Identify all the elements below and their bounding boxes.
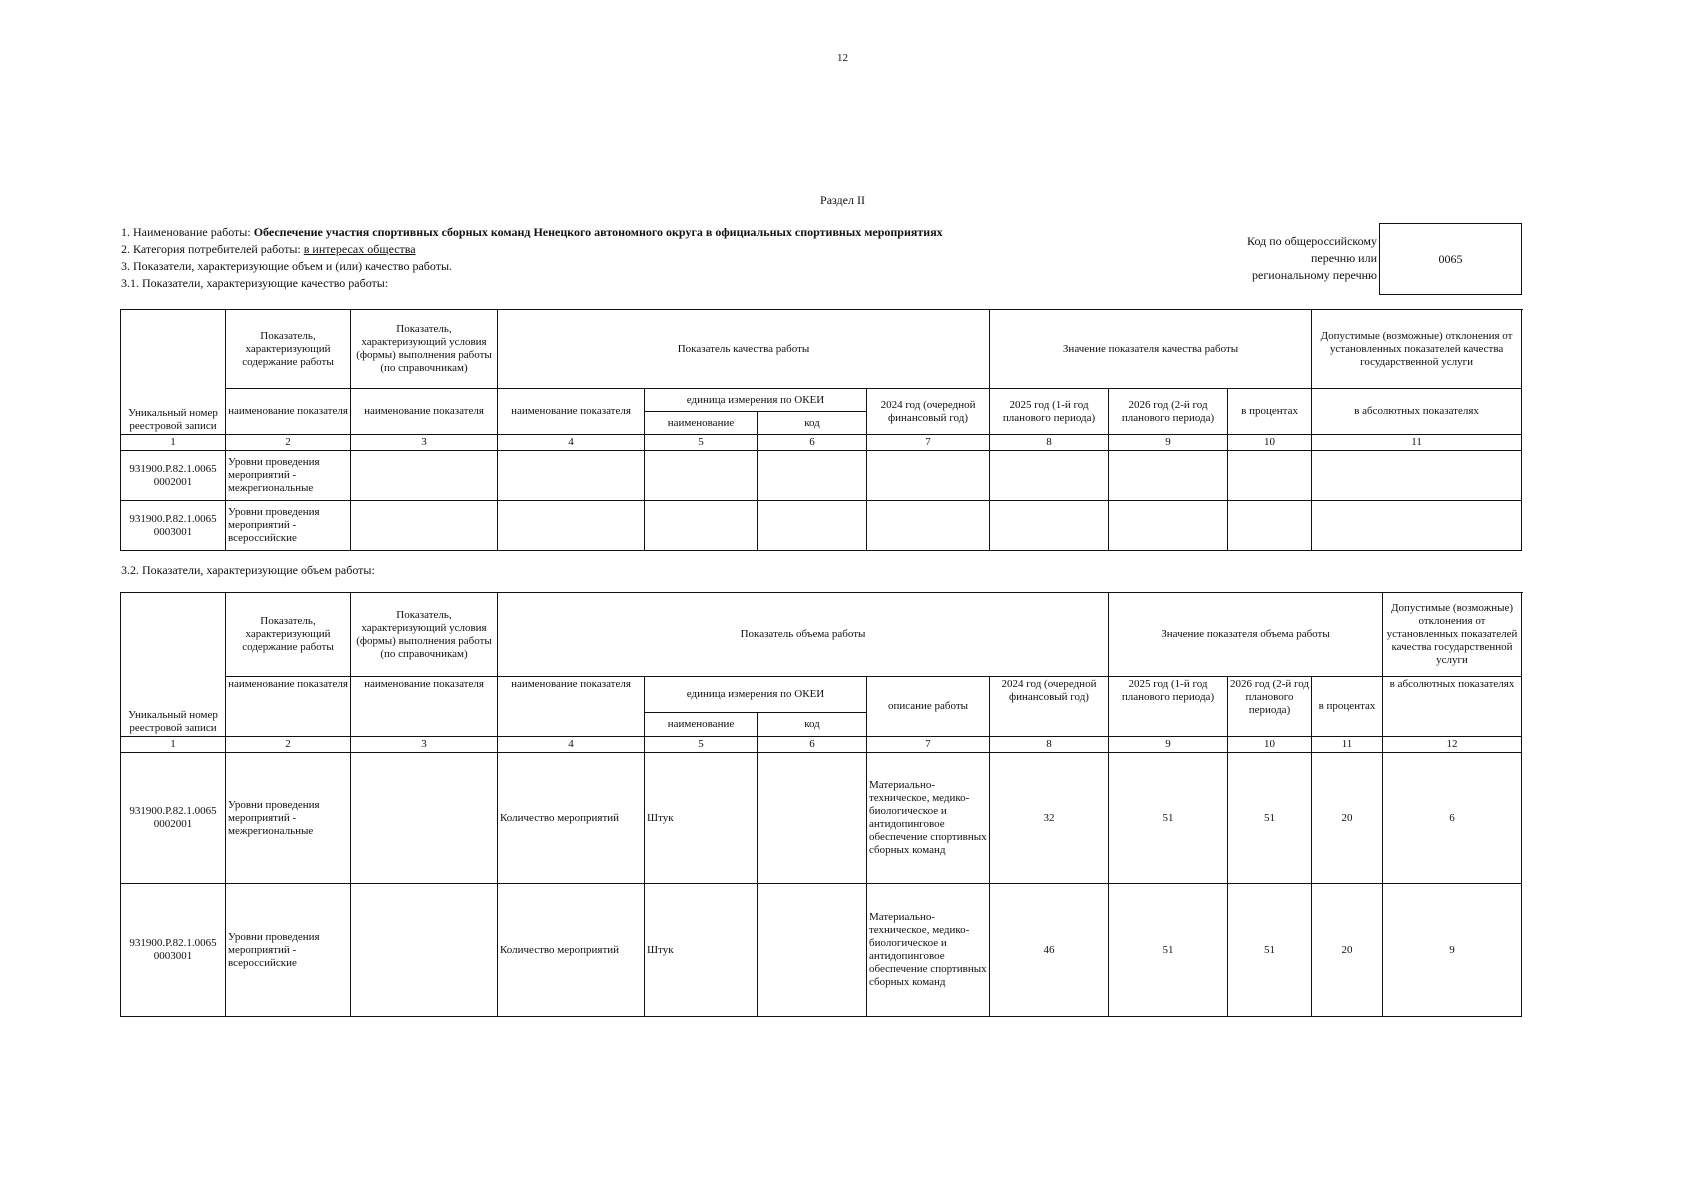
indicator-name-value: Количество мероприятий xyxy=(498,884,645,1017)
value-2024: 46 xyxy=(990,884,1109,1017)
header-quality-indicator: Показатель качества работы xyxy=(498,310,990,389)
header-year-2025: 2025 год (1-й год планового периода) xyxy=(990,389,1109,435)
header-content-indicator: Показатель, характеризующий содержание работы xyxy=(226,593,351,677)
consumer-category-value: в интересах общества xyxy=(303,242,416,256)
header-unit-okei: единица измерения по ОКЕИ xyxy=(645,389,867,412)
registry-number: 931900.Р.82.1.0065 0003001 xyxy=(121,884,226,1017)
header-percent: в процентах xyxy=(1228,389,1312,435)
column-numbers-row xyxy=(121,737,1522,753)
consumer-category-line xyxy=(121,241,1221,258)
registry-code-value: 0065 xyxy=(1438,251,1463,266)
value-2024: 32 xyxy=(990,753,1109,884)
column-number: 2 xyxy=(226,737,351,753)
column-number: 3 xyxy=(351,737,498,753)
registry-number: 931900.Р.82.1.0065 0002001 xyxy=(121,451,226,501)
value-2026: 51 xyxy=(1228,753,1312,884)
column-number: 10 xyxy=(1228,435,1312,451)
column-number: 9 xyxy=(1109,737,1228,753)
column-number: 4 xyxy=(498,435,645,451)
work-description-value: Материально-техническое, медико-биологическое и антидопинговое обеспечение спортивных сборных команд xyxy=(867,753,990,884)
header-work-description: описание работы xyxy=(867,677,990,737)
quality-indicators-heading: 3.1. Показатели, характеризующие качество работы: xyxy=(121,276,389,290)
header-indicator-name: наименование показателя xyxy=(351,389,498,435)
header-percent: в процентах xyxy=(1312,677,1383,737)
value-2026: 51 xyxy=(1228,884,1312,1017)
header-year-2024: 2024 год (очередной финансовый год) xyxy=(990,677,1109,737)
page-number: 12 xyxy=(837,52,848,64)
quality-table xyxy=(120,309,1522,551)
deviation-percent: 20 xyxy=(1312,753,1383,884)
header-deviation: Допустимые (возможные) отклонения от установленных показателей качества государственной услуги xyxy=(1383,593,1522,677)
header-quality-value: Значение показателя качества работы xyxy=(990,310,1312,389)
header-indicator-name: наименование показателя xyxy=(498,677,645,737)
volume-indicators-heading: 3.2. Показатели, характеризующие объем работы: xyxy=(121,563,375,577)
header-content-indicator: Показатель, характеризующий содержание работы xyxy=(226,310,351,389)
deviation-percent: 20 xyxy=(1312,884,1383,1017)
header-year-2026: 2026 год (2-й год планового периода) xyxy=(1109,389,1228,435)
registry-code-label: Код по общероссийскому перечню или региональному перечню xyxy=(1247,234,1377,282)
header-conditions-indicator: Показатель, характеризующий условия (формы) выполнения работы (по справочникам) xyxy=(351,593,498,677)
header-volume-value: Значение показателя объема работы xyxy=(1109,593,1383,677)
column-number: 7 xyxy=(867,435,990,451)
unit-name-value: Штук xyxy=(645,884,758,1017)
column-numbers-row xyxy=(121,435,1522,451)
content-value: Уровни проведения мероприятий - межрегиональные xyxy=(226,753,351,884)
header-year-2024: 2024 год (очередной финансовый год) xyxy=(867,389,990,435)
header-unit-okei: единица измерения по ОКЕИ xyxy=(645,677,867,713)
header-indicator-name: наименование показателя xyxy=(351,677,498,737)
column-number: 3 xyxy=(351,435,498,451)
header-unit-name: наименование xyxy=(645,713,758,737)
work-name-value: Обеспечение участия спортивных сборных команд Ненецкого автономного округа в официальных спортивных мероприятиях xyxy=(253,225,943,239)
content-value: Уровни проведения мероприятий - всероссийские xyxy=(226,884,351,1017)
deviation-absolute: 9 xyxy=(1383,884,1522,1017)
column-number: 1 xyxy=(121,737,226,753)
column-number: 5 xyxy=(645,737,758,753)
header-volume-indicator: Показатель объема работы xyxy=(498,593,1109,677)
registry-code-box xyxy=(1379,223,1522,295)
column-number: 7 xyxy=(867,737,990,753)
header-unit-name: наименование xyxy=(645,412,758,435)
column-number: 4 xyxy=(498,737,645,753)
header-unique-number: Уникальный номер реестровой записи xyxy=(121,593,226,737)
content-value: Уровни проведения мероприятий - всероссийские xyxy=(226,501,351,551)
indicators-heading: 3. Показатели, характеризующие объем и (или) качество работы. xyxy=(121,259,453,273)
header-unit-code: код xyxy=(758,713,867,737)
header-indicator-name: наименование показателя xyxy=(226,677,351,737)
column-number: 9 xyxy=(1109,435,1228,451)
column-number: 11 xyxy=(1312,435,1522,451)
value-2025: 51 xyxy=(1109,753,1228,884)
value-2025: 51 xyxy=(1109,884,1228,1017)
column-number: 11 xyxy=(1312,737,1383,753)
header-unit-code: код xyxy=(758,412,867,435)
content-value: Уровни проведения мероприятий - межрегиональные xyxy=(226,451,351,501)
column-number: 6 xyxy=(758,435,867,451)
header-year-2025: 2025 год (1-й год планового периода) xyxy=(1109,677,1228,737)
table-row xyxy=(121,451,1522,501)
table-row xyxy=(121,501,1522,551)
column-number: 8 xyxy=(990,737,1109,753)
header-indicator-name: наименование показателя xyxy=(498,389,645,435)
deviation-absolute: 6 xyxy=(1383,753,1522,884)
header-indicator-name: наименование показателя xyxy=(226,389,351,435)
column-number: 12 xyxy=(1383,737,1522,753)
unit-name-value: Штук xyxy=(645,753,758,884)
column-number: 5 xyxy=(645,435,758,451)
column-number: 8 xyxy=(990,435,1109,451)
work-intro xyxy=(121,224,1221,292)
header-year-2026: 2026 год (2-й год планового периода) xyxy=(1228,677,1312,737)
registry-number: 931900.Р.82.1.0065 0002001 xyxy=(121,753,226,884)
section-title: Раздел II xyxy=(820,193,865,207)
volume-table xyxy=(120,592,1522,1017)
table-row xyxy=(121,884,1522,1017)
table-row xyxy=(121,753,1522,884)
indicator-name-value: Количество мероприятий xyxy=(498,753,645,884)
work-description-value: Материально-техническое, медико-биологическое и антидопинговое обеспечение спортивных сборных команд xyxy=(867,884,990,1017)
header-deviation: Допустимые (возможные) отклонения от установленных показателей качества государственной услуги xyxy=(1312,310,1522,389)
header-absolute: в абсолютных показателях xyxy=(1383,677,1522,737)
column-number: 1 xyxy=(121,435,226,451)
header-conditions-indicator: Показатель, характеризующий условия (формы) выполнения работы (по справочникам) xyxy=(351,310,498,389)
registry-number: 931900.Р.82.1.0065 0003001 xyxy=(121,501,226,551)
header-absolute: в абсолютных показателях xyxy=(1312,389,1522,435)
column-number: 10 xyxy=(1228,737,1312,753)
consumer-category-label: 2. Категория потребителей работы: xyxy=(121,242,304,256)
column-number: 2 xyxy=(226,435,351,451)
header-unique-number: Уникальный номер реестровой записи xyxy=(121,310,226,435)
work-name-line xyxy=(121,224,1221,241)
column-number: 6 xyxy=(758,737,867,753)
work-name-label: 1. Наименование работы: xyxy=(121,225,254,239)
